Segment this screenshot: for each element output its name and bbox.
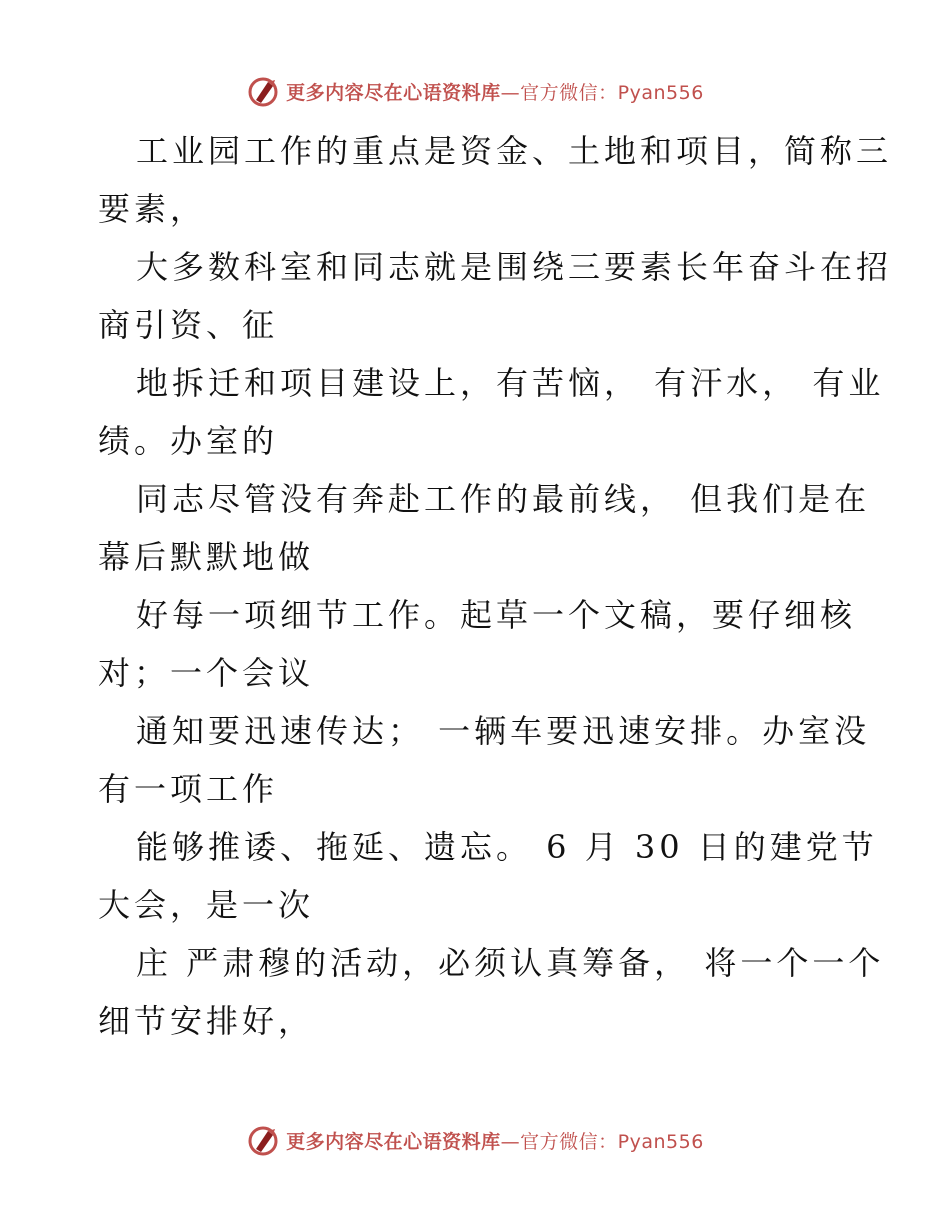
header-banner-dash: — xyxy=(500,81,521,104)
header-banner-text xyxy=(286,78,704,105)
paragraph xyxy=(98,354,885,470)
header-banner-main: 更多内容尽在心语资料库 xyxy=(286,81,501,104)
paragraph-line: 地拆迁和项目建设上，有苦恼， 有汗水， 有业 xyxy=(136,364,885,402)
footer-banner-contact: 官方微信：Pyan556 xyxy=(520,1130,704,1153)
paragraph-line: 大多数科室和同志就是围绕三要素长年奋斗在招 xyxy=(136,248,893,286)
paragraph xyxy=(98,586,858,702)
paragraph-line: 幕后默默地做 xyxy=(98,538,315,576)
footer-banner xyxy=(0,1120,950,1160)
paragraph xyxy=(98,470,871,586)
paragraph xyxy=(98,702,871,818)
paragraph xyxy=(98,238,893,354)
pen-nib-logo-icon xyxy=(246,74,280,108)
paragraph xyxy=(98,818,878,934)
document-body xyxy=(98,122,893,1050)
paragraph-line: 能够推诿、拖延、遗忘。 6 月 30 日的建党节 xyxy=(136,828,878,866)
paragraph-line: 庄 严肃穆的活动，必须认真筹备， 将一个一个 xyxy=(136,944,885,982)
paragraph-line: 同志尽管没有奔赴工作的最前线， 但我们是在 xyxy=(136,480,871,518)
paragraph-line: 工业园工作的重点是资金、土地和项目，简称三 xyxy=(136,132,893,170)
paragraph-line: 有一项工作 xyxy=(98,770,279,808)
header-banner xyxy=(0,71,950,111)
paragraph-line: 大会，是一次 xyxy=(98,886,315,924)
paragraph xyxy=(98,934,885,1050)
footer-banner-main: 更多内容尽在心语资料库 xyxy=(286,1130,501,1153)
paragraph-line: 商引资、征 xyxy=(98,306,279,344)
footer-banner-text xyxy=(286,1127,704,1154)
paragraph-line: 细节安排好， xyxy=(98,1002,315,1040)
header-banner-contact: 官方微信：Pyan556 xyxy=(520,81,704,104)
paragraph-line: 好每一项细节工作。起草一个文稿，要仔细核 xyxy=(136,596,857,634)
footer-banner-dash: — xyxy=(500,1130,521,1153)
pen-nib-logo-icon xyxy=(246,1123,280,1157)
paragraph-line: 通知要迅速传达； 一辆车要迅速安排。办室没 xyxy=(136,712,871,750)
paragraph-line: 要素， xyxy=(98,190,207,228)
paragraph xyxy=(98,122,893,238)
paragraph-line: 绩。办室的 xyxy=(98,422,279,460)
paragraph-line: 对；一个会议 xyxy=(98,654,315,692)
